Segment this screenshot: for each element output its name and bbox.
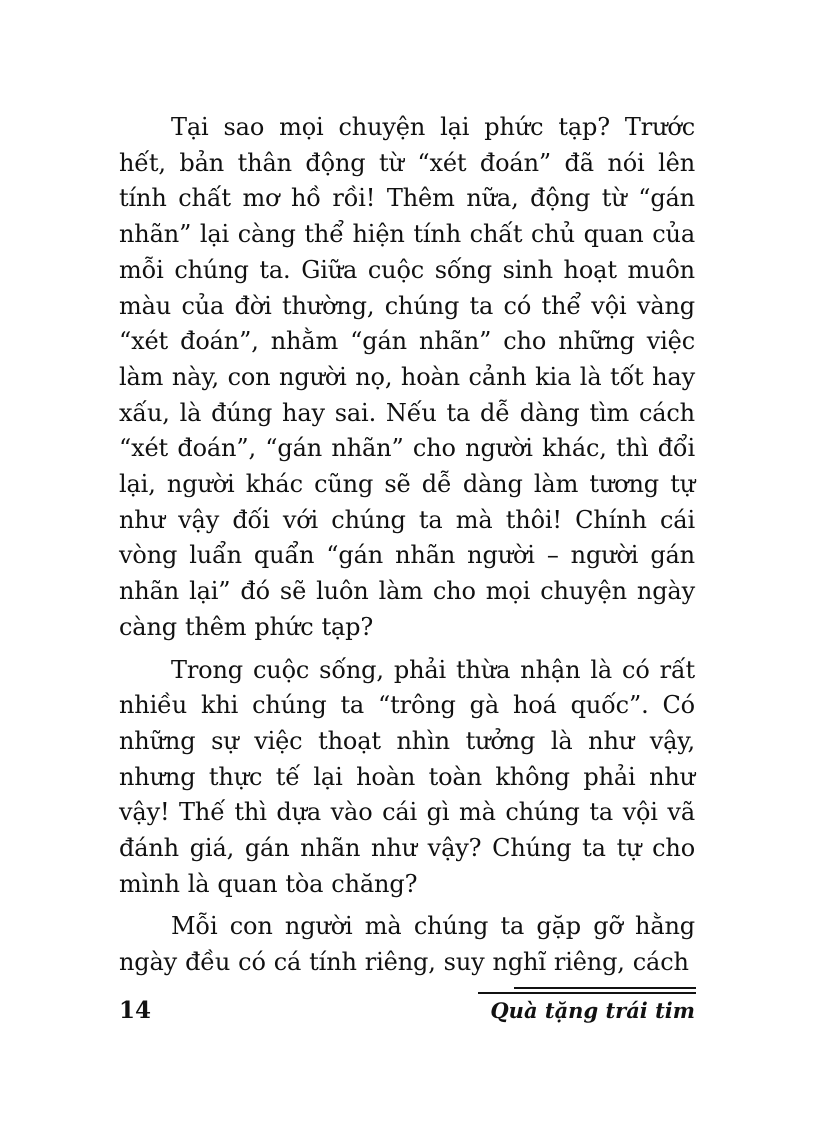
footer-rule-top-line [514, 987, 696, 989]
paragraph-1: Tại sao mọi chuyện lại phức tạp? Trước hết, bản thân động từ “xét đoán” đã nói lên tính chất mơ hồ rồi! Thêm nữa, động từ “gán nhãn” lại càng thể hiện tính chất chủ quan của mỗi chúng ta. Giữa cuộc sống sinh hoạt muôn màu của đời thường, chúng ta có thể vội vàng “xét đoán”, nhằm “gán nhãn” cho những việc làm này, con người nọ, hoàn cảnh kia là tốt hay xấu, là đúng hay sai. Nếu ta dễ dàng tìm cách “xét đoán”, “gán nhãn” cho người khác, thì đổi lại, người khác cũng sẽ dễ dàng làm tương tự như vậy đối với chúng ta mà thôi! Chính cái vòng luẩn quẩn “gán nhãn người – người gán nhãn lại” đó sẽ luôn làm cho mọi chuyện ngày càng thêm phức tạp? [119, 113, 695, 641]
footer-rule [478, 987, 696, 997]
paragraph-2: Trong cuộc sống, phải thừa nhận là có rất nhiều khi chúng ta “trông gà hoá quốc”. Có những sự việc thoạt nhìn tưởng là như vậy, nhưng thực tế lại hoàn toàn không phải như vậy! Thế thì dựa vào cái gì mà chúng ta vội vã đánh giá, gán nhãn như vậy? Chúng ta tự cho mình là quan tòa chăng? [119, 655, 695, 898]
footer-rule-bottom-line [478, 992, 696, 994]
paragraph-3: Mỗi con người mà chúng ta gặp gỡ hằng ngày đều có cá tính riêng, suy nghĩ riêng, cách [119, 912, 695, 977]
page-body [119, 110, 695, 981]
page-number: 14 [119, 997, 152, 1024]
running-footer-title: Quà tặng trái tim [490, 998, 695, 1023]
